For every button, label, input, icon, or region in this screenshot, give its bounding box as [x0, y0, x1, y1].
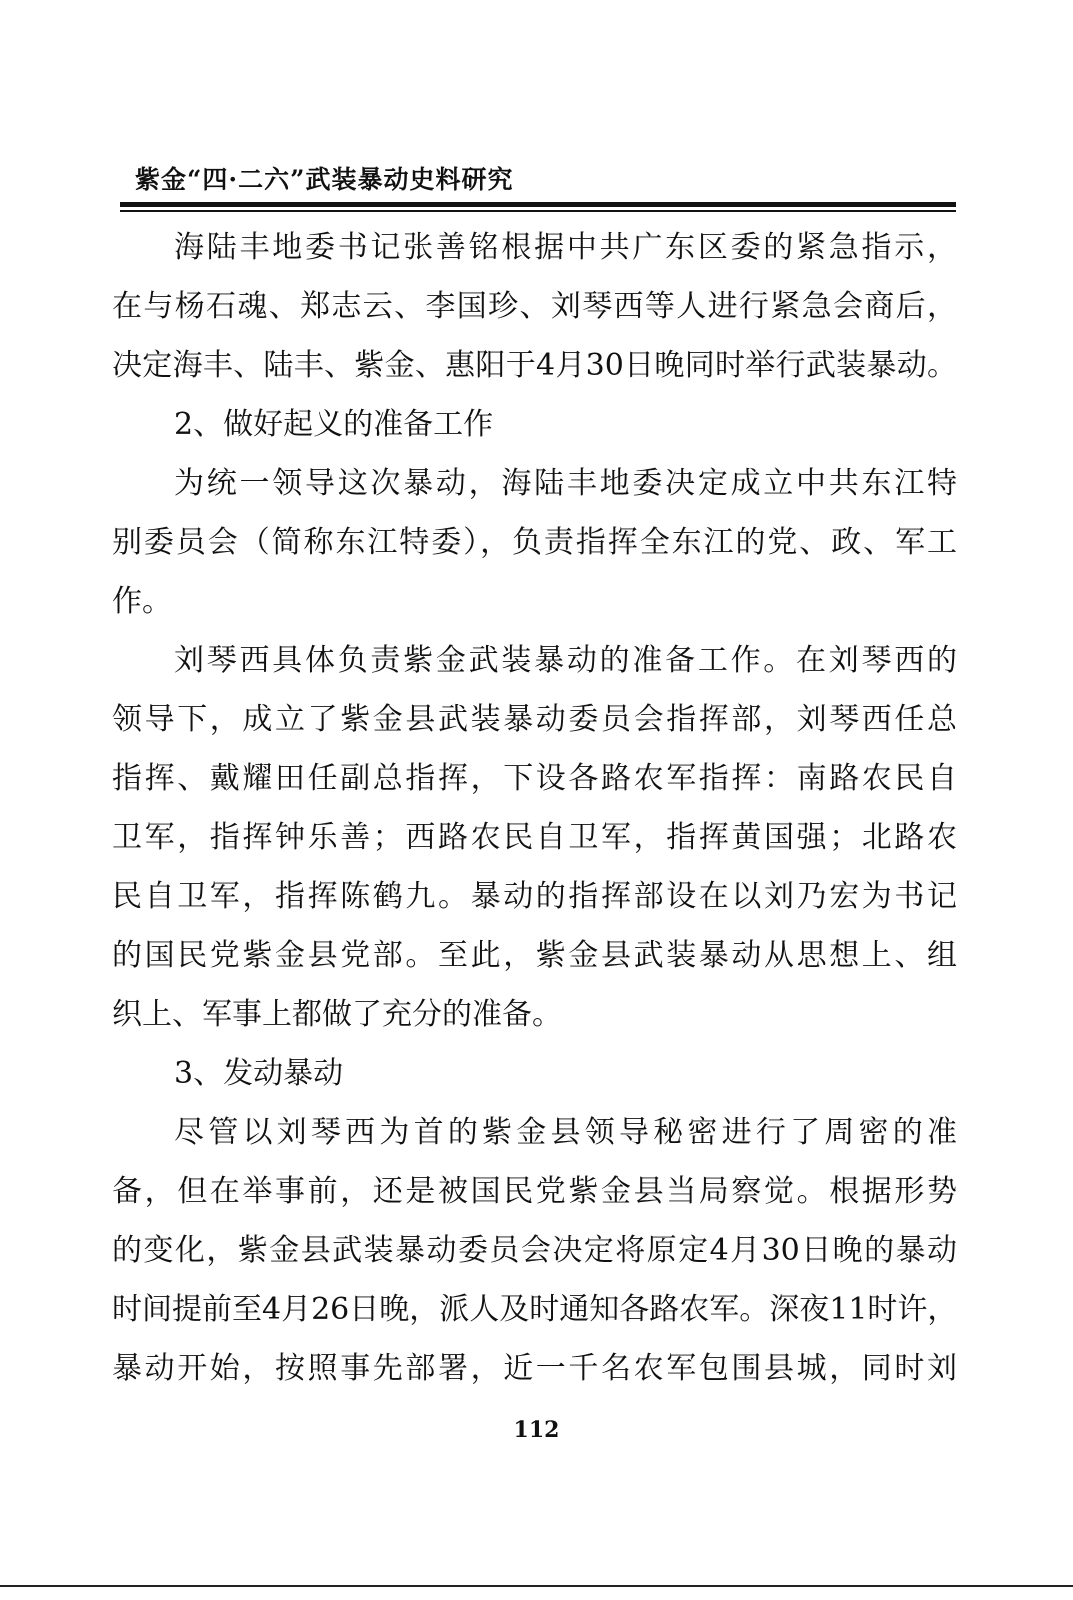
text-line: 在与杨石魂、郑志云、李国珍、刘琴西等人进行紧急会商后，: [112, 289, 957, 324]
text-line: 的变化，紫金县武装暴动委员会决定将原定4月30日晚的暴动: [112, 1233, 957, 1268]
text-line: 尽管以刘琴西为首的紫金县领导秘密进行了周密的准: [174, 1115, 957, 1150]
header-rule-thin: [120, 210, 956, 212]
text-line: 织上、军事上都做了充分的准备。: [112, 997, 562, 1032]
text-line: 备，但在举事前，还是被国民党紫金县当局察觉。根据形势: [112, 1174, 957, 1209]
header-rule-thick: [120, 202, 956, 207]
text-line: 的国民党紫金县党部。至此，紫金县武装暴动从思想上、组: [112, 938, 957, 973]
text-line: 决定海丰、陆丰、紫金、惠阳于4月30日晚同时举行武装暴动。: [112, 348, 957, 383]
text-line: 卫军，指挥钟乐善；西路农民自卫军，指挥黄国强；北路农: [112, 820, 957, 855]
text-line: 指挥、戴耀田任副总指挥，下设各路农军指挥：南路农民自: [112, 761, 957, 796]
text-line: 刘琴西具体负责紫金武装暴动的准备工作。在刘琴西的: [174, 643, 957, 678]
page-number: 112: [513, 1417, 560, 1443]
text-line: 海陆丰地委书记张善铭根据中共广东区委的紧急指示，: [174, 230, 957, 265]
text-line: 作。: [112, 584, 172, 619]
text-line: 时间提前至4月26日晚，派人及时通知各路农军。深夜11时许，: [112, 1292, 957, 1327]
text-line: 暴动开始，按照事先部署，近一千名农军包围县城，同时刘: [112, 1351, 957, 1386]
scan-edge-line: [0, 1585, 1073, 1587]
body-text: [112, 218, 957, 1398]
text-line: 民自卫军，指挥陈鹤九。暴动的指挥部设在以刘乃宏为书记: [112, 879, 957, 914]
text-line: 为统一领导这次暴动，海陆丰地委决定成立中共东江特: [174, 466, 957, 501]
running-header: 紫金“四·二六”武装暴动史料研究: [135, 165, 514, 194]
section-heading: 3、发动暴动: [174, 1056, 344, 1091]
text-line: 领导下，成立了紫金县武装暴动委员会指挥部，刘琴西任总: [112, 702, 957, 737]
text-line: 别委员会（简称东江特委），负责指挥全东江的党、政、军工: [112, 525, 957, 560]
section-heading: 2、做好起义的准备工作: [174, 407, 494, 442]
